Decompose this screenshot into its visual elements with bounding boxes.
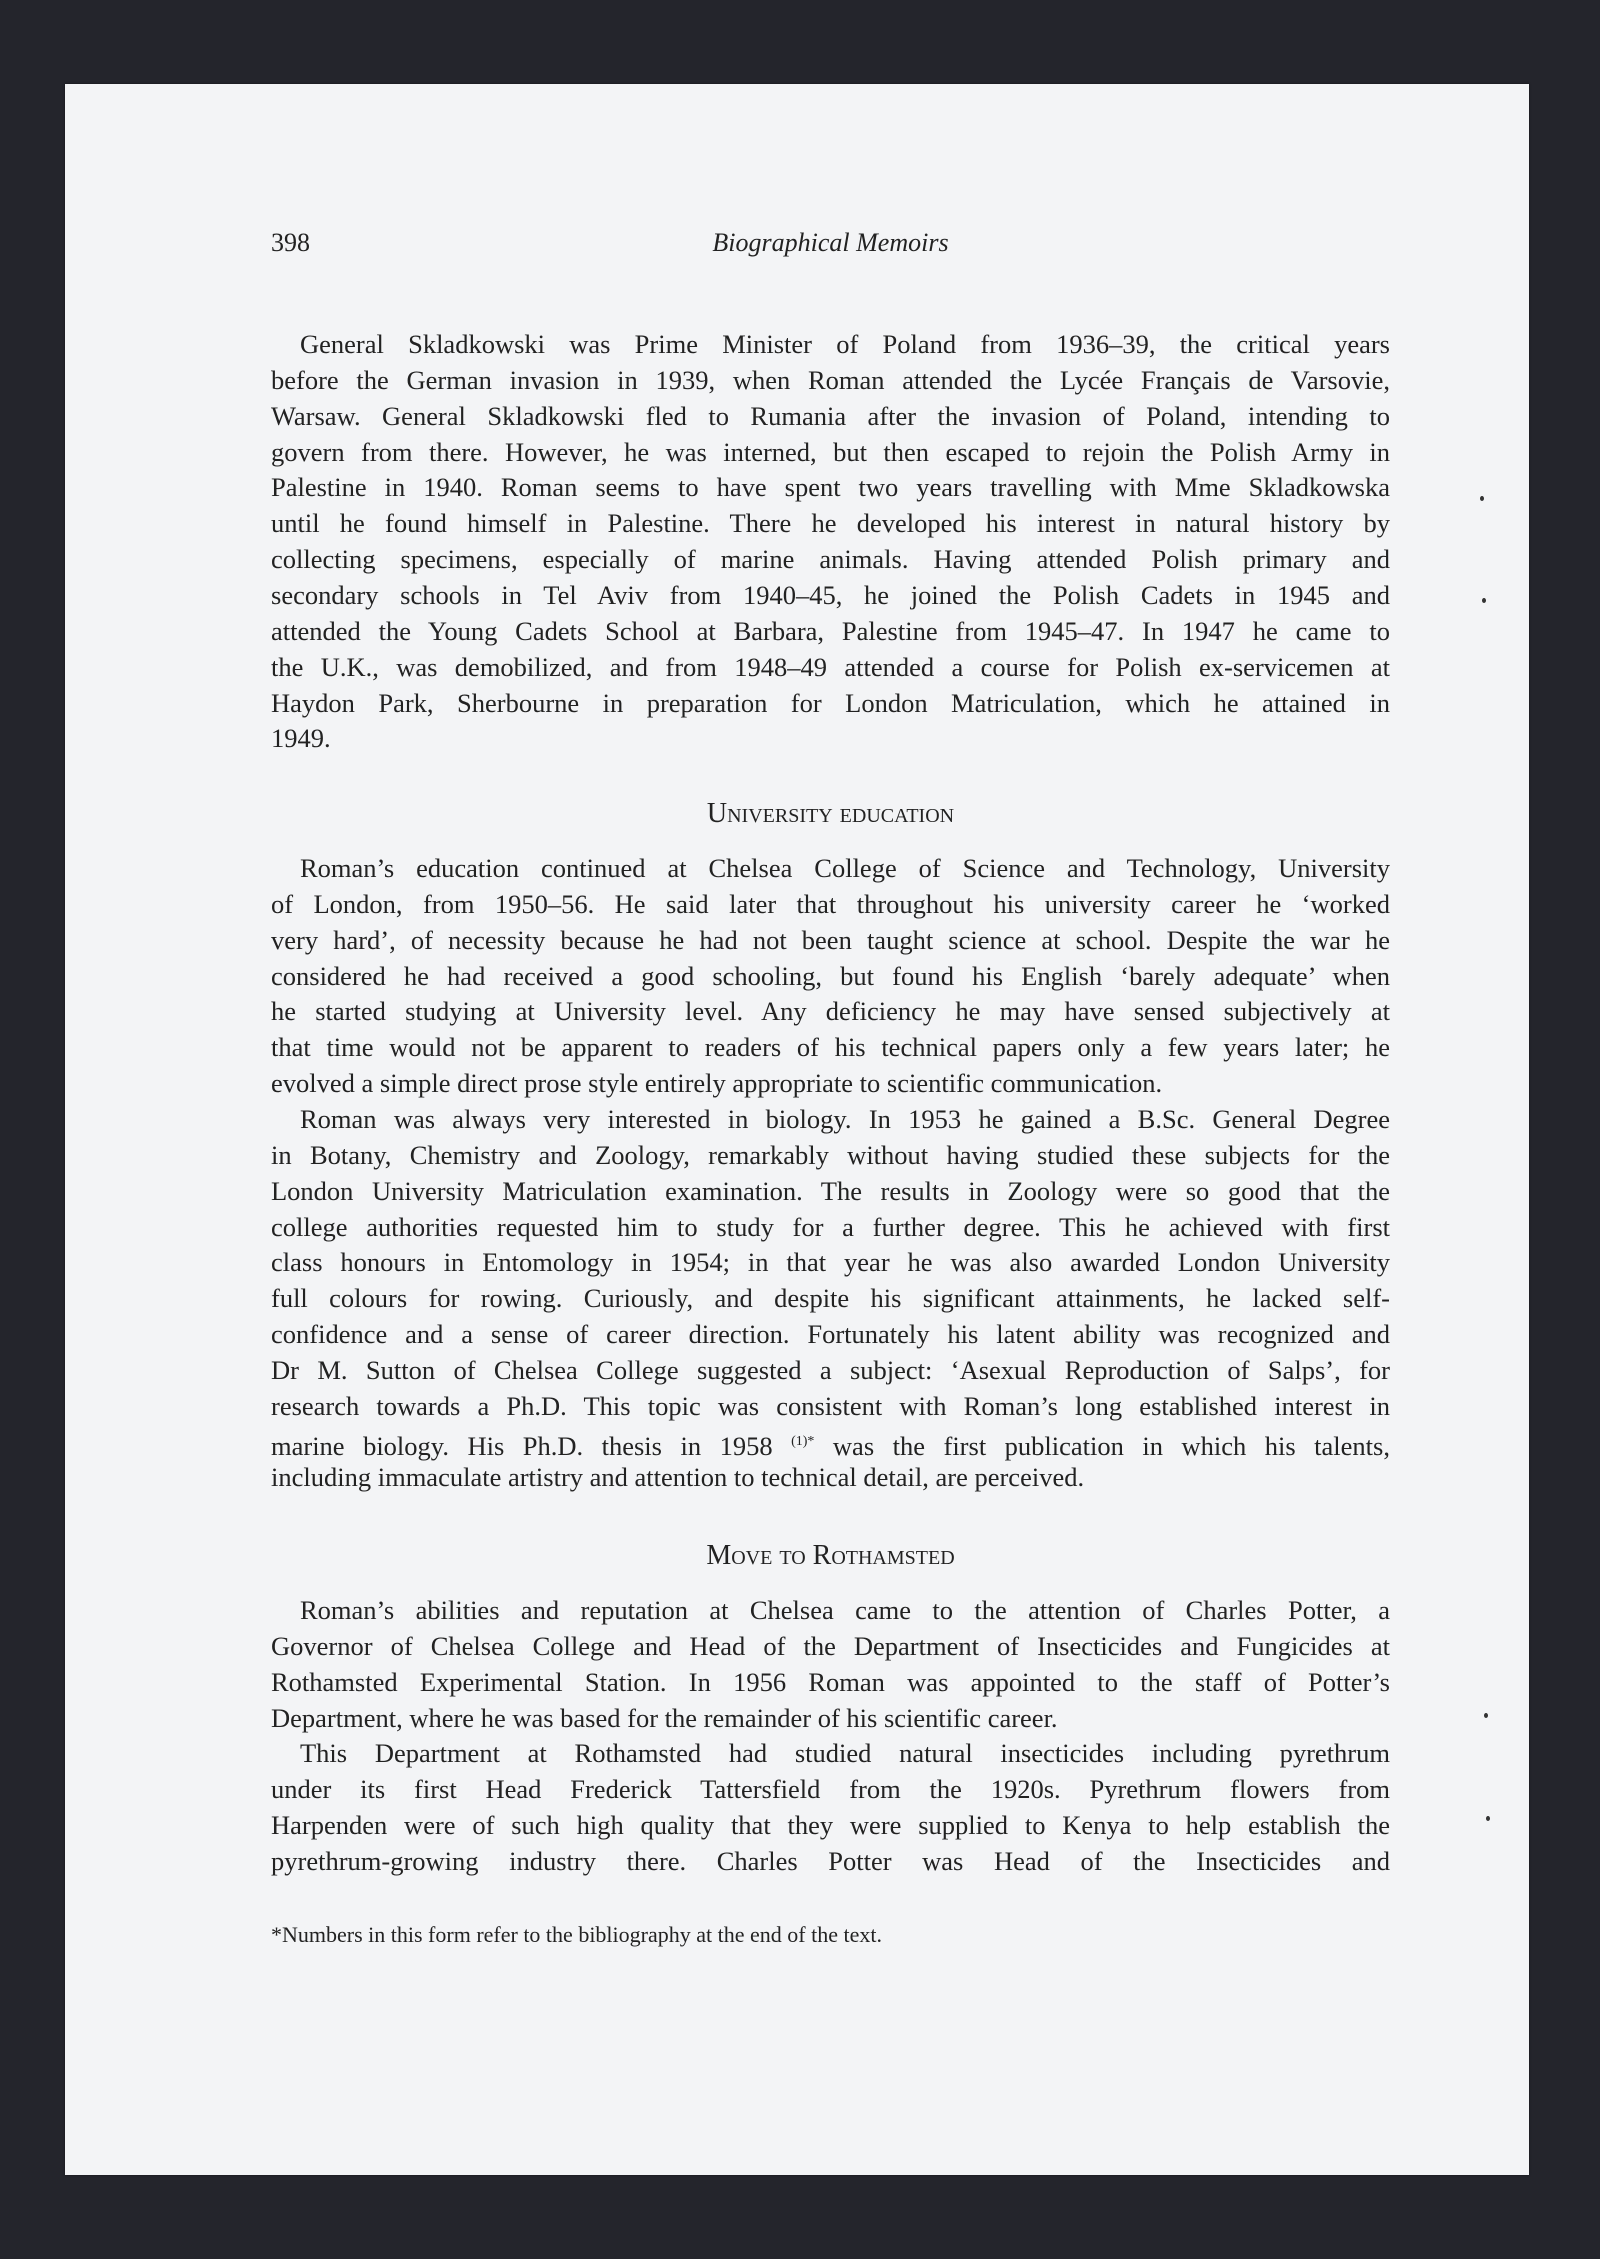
text-line: Roman’s abilities and reputation at Chelsea came to the attention of Charles Potter, a [300, 1595, 1390, 1625]
text-line: in Botany, Chemistry and Zoology, remarkably without having studied these subjects for the [271, 1139, 1390, 1170]
text-line: full colours for rowing. Curiously, and despite his significant attainments, he lacked self- [271, 1283, 1390, 1314]
text-line: under its first Head Frederick Tattersfield from the 1920s. Pyrethrum flowers from [271, 1774, 1390, 1805]
text-line: college authorities requested him to study for a further degree. This he achieved with first [271, 1211, 1390, 1242]
text-line: that time would not be apparent to readers of his technical papers only a few years later; he [271, 1032, 1390, 1063]
margin-mark [1484, 1713, 1488, 1718]
text-line: until he found himself in Palestine. There he developed his interest in natural history by [271, 508, 1390, 539]
text-line: Harpenden were of such high quality that they were supplied to Kenya to help establish the [271, 1810, 1390, 1841]
section-heading: University education [706, 798, 955, 829]
running-head: Biographical Memoirs [712, 228, 949, 257]
text-line: Roman was always very interested in biology. In 1953 he gained a B.Sc. General Degree [300, 1103, 1390, 1134]
text-line: govern from there. However, he was interned, but then escaped to rejoin the Polish Army in [271, 436, 1390, 467]
page-number: 398 [271, 228, 310, 257]
text-line: Governor of Chelsea College and Head of the Department of Insecticides and Fungicides at [271, 1630, 1390, 1661]
text-line: Dr M. Sutton of Chelsea College suggested a subject: ‘Asexual Reproduction of Salps’, for [271, 1354, 1390, 1385]
text-line: Warsaw. General Skladkowski fled to Rumania after the invasion of Poland, intending to [271, 400, 1390, 431]
text-line: 1949. [271, 723, 331, 754]
citation-superscript: (1)* [791, 1433, 815, 1449]
text-line: of London, from 1950–56. He said later that throughout his university career he ‘worked [271, 888, 1390, 919]
text-line: the U.K., was demobilized, and from 1948–49 attended a course for Polish ex-servicemen at [271, 651, 1390, 682]
footnote: *Numbers in this form refer to the bibliography at the end of the text. [271, 1922, 882, 1947]
margin-mark [1486, 1816, 1490, 1821]
text-span: was the first publication in which his talents, [814, 1430, 1390, 1461]
text-line: secondary schools in Tel Aviv from 1940–45, he joined the Polish Cadets in 1945 and [271, 579, 1390, 610]
text-line: confidence and a sense of career direction. Fortunately his latent ability was recognized and [271, 1319, 1390, 1350]
text-line: Palestine in 1940. Roman seems to have spent two years travelling with Mme Skladkowska [271, 472, 1390, 503]
text-line: including immaculate artistry and attention to technical detail, are perceived. [271, 1462, 1085, 1493]
text-line: before the German invasion in 1939, when Roman attended the Lycée Français de Varsovie, [271, 364, 1390, 395]
text-line: Rothamsted Experimental Station. In 1956 Roman was appointed to the staff of Potter’s [271, 1666, 1390, 1697]
text-line: General Skladkowski was Prime Minister of Poland from 1936–39, the critical years [300, 329, 1390, 359]
text-line [271, 1424, 1390, 1460]
section-heading: Move to Rothamsted [706, 1540, 955, 1571]
text-line: considered he had received a good schooling, but found his English ‘barely adequate’ when [271, 960, 1390, 991]
text-line: London University Matriculation examination. The results in Zoology were so good that the [271, 1175, 1390, 1206]
text-line: pyrethrum-growing industry there. Charles Potter was Head of the Insecticides and [271, 1845, 1390, 1876]
text-line: evolved a simple direct prose style entirely appropriate to scientific communication. [271, 1068, 1163, 1099]
text-line: very hard’, of necessity because he had not been taught science at school. Despite the war he [271, 924, 1390, 955]
text-span: marine biology. His Ph.D. thesis in 1958 [271, 1430, 792, 1461]
text-line: collecting specimens, especially of marine animals. Having attended Polish primary and [271, 544, 1390, 575]
text-line: Roman’s education continued at Chelsea College of Science and Technology, University [300, 853, 1390, 883]
text-line: This Department at Rothamsted had studied natural insecticides including pyrethrum [300, 1738, 1390, 1769]
text-line: research towards a Ph.D. This topic was consistent with Roman’s long established interest in [271, 1390, 1390, 1421]
text-line: Department, where he was based for the remainder of his scientific career. [271, 1702, 1058, 1733]
text-line: attended the Young Cadets School at Barbara, Palestine from 1945–47. In 1947 he came to [271, 615, 1390, 646]
margin-mark [1480, 496, 1484, 501]
text-line: class honours in Entomology in 1954; in that year he was also awarded London University [271, 1247, 1390, 1278]
text-line: Haydon Park, Sherbourne in preparation for London Matriculation, which he attained in [271, 687, 1390, 718]
text-line: he started studying at University level. Any deficiency he may have sensed subjectively at [271, 996, 1390, 1027]
margin-mark [1482, 598, 1486, 603]
